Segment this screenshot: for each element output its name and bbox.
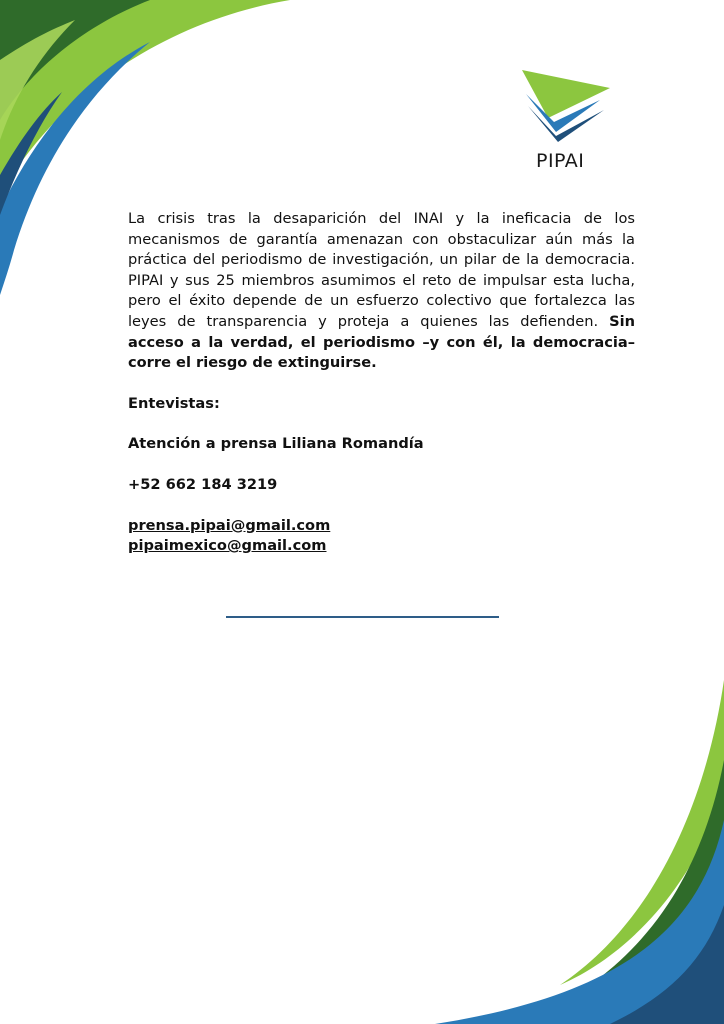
email-list	[128, 516, 635, 557]
press-release-body	[128, 209, 635, 557]
paragraph-text: La crisis tras la desaparición del INAI y la ineficacia de los mecanismos de garantía amenazan con obstaculizar aún más la práctica del periodismo de investigación, un pilar de la democracia. PIPAI y sus 25 miembros asumimos el reto de impulsar esta lucha, pero el éxito depende de un esfuerzo colectivo que fortalezca las leyes de transparencia y proteja a quienes las defienden.	[128, 210, 635, 330]
logo-mark-icon	[518, 66, 614, 144]
press-contact-line: Atención a prensa Liliana Romandía	[128, 435, 424, 453]
main-paragraph	[128, 209, 635, 374]
email-link-prensa[interactable]: prensa.pipai@gmail.com	[128, 516, 331, 534]
phone-number: +52 662 184 3219	[128, 475, 278, 493]
logo-wordmark: PIPAI	[536, 150, 585, 172]
divider-line	[226, 616, 499, 618]
paragraph-bold-text: Sin acceso a la verdad, el periodismo –y con él, la democracia– corre el riesgo de extinguirse.	[128, 312, 636, 372]
interviews-heading: Entevistas:	[128, 394, 220, 412]
pipai-logo	[514, 66, 614, 176]
email-link-pipaimexico[interactable]: pipaimexico@gmail.com	[128, 537, 327, 555]
